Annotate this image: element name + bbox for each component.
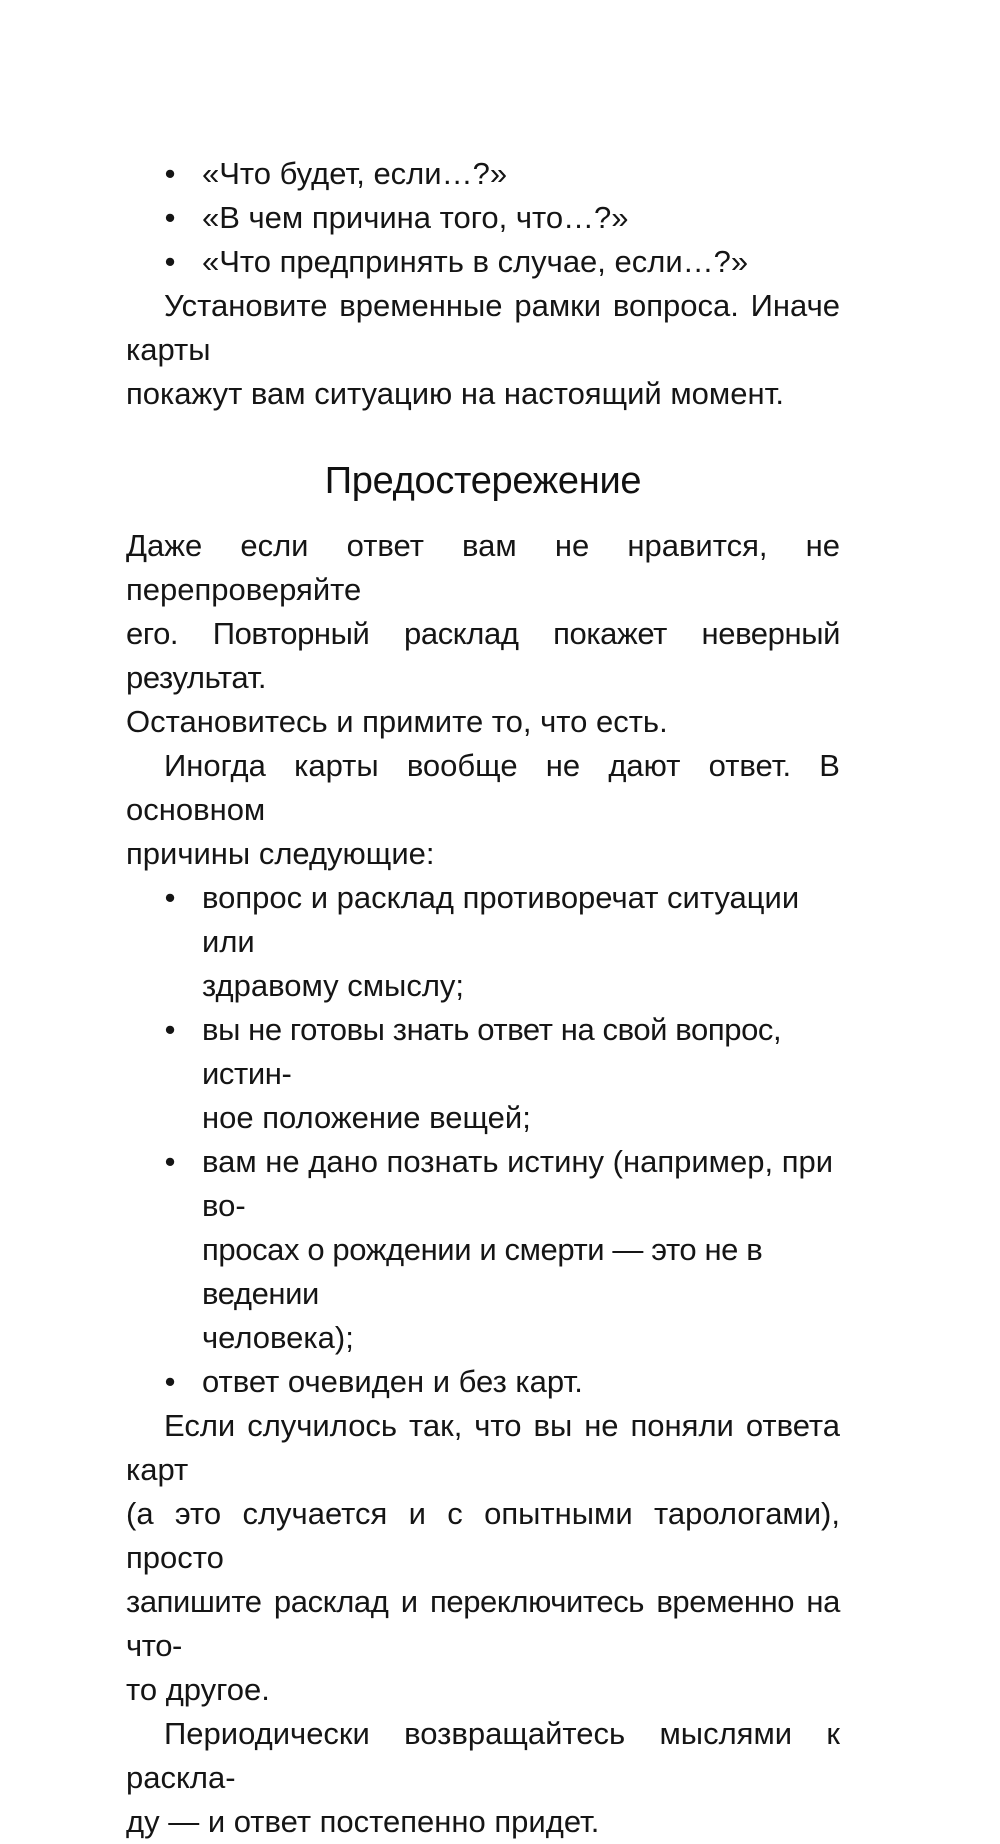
text-line: его. Повторный расклад покажет неверный результат. [126,616,840,695]
list-item [126,152,840,196]
text-line: Даже если ответ вам не нравится, не перепроверяйте [126,528,840,607]
list-item-text: «Что предпринять в случае, если…?» [202,244,749,279]
text-line: причины следующие: [126,836,435,871]
bullet-icon: • [164,1144,176,1179]
list-item-line: вы не готовы знать ответ на свой вопрос, истин- [202,1012,782,1091]
text-line: Установите временные рамки вопроса. Иначе карты [126,288,840,367]
section-heading: Предостережение [324,460,642,502]
list-item [126,240,840,284]
bullet-icon: • [164,200,176,235]
bullet-icon: • [164,156,176,191]
page-content [126,152,840,1844]
text-line: то другое. [126,1672,270,1707]
list-item-text: «Что будет, если…?» [202,156,508,191]
list-item-line: вам не дано познать истину (например, при во- [202,1144,834,1223]
list-item [126,1140,840,1360]
reasons-intro-paragraph [126,744,840,876]
text-line: Иногда карты вообще не дают ответ. В основном [126,748,840,827]
text-line: Периодически возвращайтесь мыслями к раскла- [126,1716,840,1795]
list-item-line: человека); [202,1320,354,1355]
bullet-icon: • [164,244,176,279]
list-item [126,1008,840,1140]
not-understood-paragraph [126,1404,840,1712]
list-item [126,196,840,240]
question-examples-list [126,152,840,284]
list-item-line: здравому смыслу; [202,968,465,1003]
list-item-line: вопрос и расклад противоречат ситуации или [202,880,800,959]
bullet-icon: • [164,1364,176,1399]
warning-paragraph [126,524,840,744]
list-item-line: ное положение вещей; [202,1100,531,1135]
text-line: Если случилось так, что вы не поняли ответа карт [126,1408,840,1487]
list-item-line: ответ очевиден и без карт. [202,1364,583,1399]
text-line: запишите расклад и переключитесь временно на что- [126,1584,840,1663]
text-line: (а это случается и с опытными тарологами), просто [126,1496,840,1575]
list-item-text: «В чем причина того, что…?» [202,200,629,235]
bullet-icon: • [164,1012,176,1047]
bullet-icon: • [164,880,176,915]
periodically-paragraph [126,1712,840,1844]
text-line: покажут вам ситуацию на настоящий момент. [126,376,784,411]
text-line: Остановитесь и примите то, что есть. [126,704,668,739]
list-item [126,876,840,1008]
list-item [126,1360,840,1404]
timeframe-paragraph [126,284,840,416]
list-item-line: просах о рождении и смерти — это не в ведении [202,1232,763,1311]
reasons-list [126,876,840,1404]
text-line: ду — и ответ постепенно придет. [126,1804,600,1839]
